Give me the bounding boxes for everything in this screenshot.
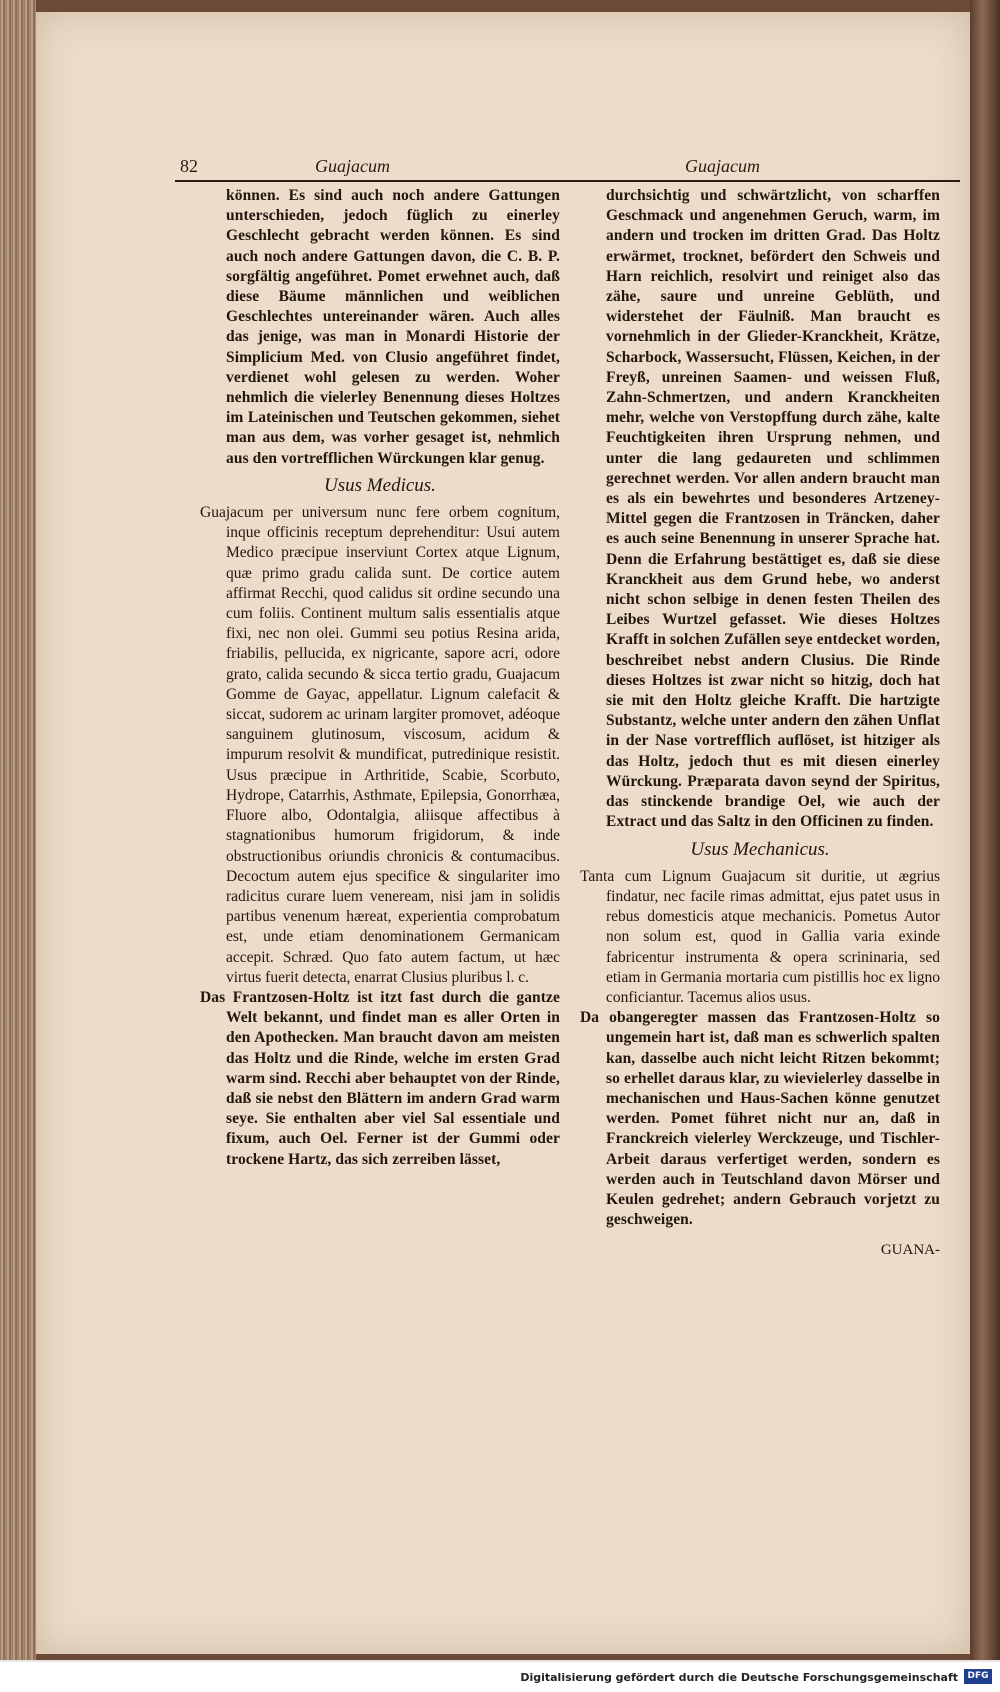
section-title-usus-mechanicus: Usus Mechanicus. xyxy=(690,838,830,860)
catchword: GUANA- xyxy=(880,1242,940,1259)
section-title-usus-medicus: Usus Medicus. xyxy=(324,474,436,496)
page-header xyxy=(180,156,960,180)
book-page-edges xyxy=(0,0,36,1660)
book-cover-edge xyxy=(970,0,1000,1660)
left-paragraph-2: Guajacum per universum nunc fere orbem cognitum, inque officinis receptum deprehenditur: Usui autem Medico præcipue inserviunt Cortex atque Lignum, quæ primo gradu calida sunt. De cortice autem affirmat Recchi, quod calidus sit ordine secundo una cum foliis. Continent multum salis essentialis atque fixi, nec non olei. Gummi seu potius Resina arida, friabilis, pellucida, ex nigricante, sapore acri, odore grato, calida secundo & sicca tertio gradu, Guajacum Gomme de Gayac, appellatur. Lignum calefacit & siccat, sudorem ac urinam largiter promovet, adéoque sanguinem glutinosum, viscosum, acidum & impurum resolvit & mundificat, putredinique resistit. Usus præcipue in Arthritide, Scabie, Scorbuto, Hydrope, Catarrhis, Asthmate, Epilepsia, Gonorrhæa, Fluore albo, Odontalgia, aliisque affectibus à stagnationibus humorum frigidorum, & inde obstructionibus oriundis chronicis & contumacibus. Decoctum autem ejus specifice & singulariter imo radicitus curare luem veneream, nisi jam in solidis partibus venenum hæreat, experientia comprobatum est, unde etiam denominationem Germanicam accepit. Schræd. Quo fato autem factum, ut hæc virtus fuerit detecta, enarrat Clusius pluribus l. c. xyxy=(200,504,560,986)
running-head-right: Guajacum xyxy=(685,156,760,176)
right-paragraph-1: durchsichtig und schwärtzlicht, von scharffen Geschmack und angenehmen Geruch, warm, im andern und trocken im dritten Grad. Das Holtz erwärmet, trocknet, befördert den Schweis und Harn reichlich, resolvirt und reiniget also das zähe, saure und unreine Geblüth, und widerstehet der Fäulniß. Man braucht es vornehmlich in der Glieder-Kranckheit, Krätze, Scharbock, Wassersucht, Flüssen, Keichen, in der Freyß, unreinen Saamen- und weissen Fluß, Zahn-Schmertzen, und andern Kranckheiten mehr, welche von Verstopffung durch zähe, kalte Feuchtigkeiten ihren Ursprung nehmen, und unter die lang gedaureten und schlimmen gerechnet werden. Vor allen andern braucht man es als ein bewehrtes und besonderes Artzeney-Mittel gegen die Frantzosen in Träncken, daher es auch seine Benennung in unserer Sprache hat. Denn die Erfahrung bestättiget es, daß sie diese Kranckheit aus dem Grund hebe, wo anderst nicht schon selbige in denen festen Theilen des Leibes Wurtzel gefasset. Wie dieses Holtzes Krafft in solchen Zufällen seye entdecket worden, beschreibet nebst andern Clusius. Die Rinde dieses Holtzes ist zwar nicht so hitzig, doch hat sie mit den Holtz gleiche Krafft. Die hartzigte Substantz, welche unter andern den zähen Unflat in der Nase vortrefflich auflöset, ist hitziger als das Holtz, jedoch thut es mit diesen einerley Würckung. Præparata davon seynd der Spiritus, das stinckende brandige Oel, wie auch der Extract und das Saltz in den Officinen zu finden. xyxy=(606,187,940,831)
left-paragraph-3: Das Frantzosen-Holtz ist itzt fast durch die gantze Welt bekannt, und findet man es aller Orten in den Apothecken. Man braucht davon am meisten das Holtz und die Rinde, welche im ersten Grad warm sind. Recchi aber behauptet von der Rinde, daß sie nebst den Blättern im andern Grad warm seye. Sie enthalten aber viel Sal essentiale und fixum, auch Oel. Ferner ist der Gummi oder trockene Hartz, das sich zerreiben lässet, xyxy=(200,988,560,1168)
header-rule xyxy=(175,180,960,182)
left-column xyxy=(200,186,560,1170)
dfg-logo: DFG xyxy=(964,1669,992,1684)
left-paragraph-1: können. Es sind auch noch andere Gattungen unterschieden, jedoch füglich zu einerley Geschlecht gebracht werden können. Es sind auch noch andere Gattungen davon, die C. B. P. sorgfältig angeführet. Pomet erwehnet auch, daß diese Bäume männlichen und weiblichen Geschlechtes untereinander wären. Auch alles das jenige, was man in Monardi Historie der Simplicium Med. von Clusio angeführet findet, verdienet wohl gelesen zu werden. Woher nehmlich die vielerley Benennung dieses Holtzes im Lateinischen und Teutschen gekommen, siehet man aus dem, was vorher gesaget ist, nehmlich aus den vortrefflichen Würckungen klar genug. xyxy=(226,187,560,467)
footer-credit: Digitalisierung gefördert durch die Deutsche Forschungsgemeinschaft xyxy=(520,1671,958,1684)
running-head-left: Guajacum xyxy=(315,156,390,176)
footer-bar xyxy=(0,1662,1000,1692)
right-paragraph-3: Da obangeregter massen das Frantzosen-Holtz so ungemein hart ist, daß man es schwerlich spalten kan, dasselbe auch nicht leicht Ritzen bekommt; so erhellet daraus klar, zu wievielerley dasselbe in mechanischen und Haus-Sachen könne genutzet werden. Pomet führet nicht nur an, daß in Franckreich vielerley Werckzeuge, und Tischler-Arbeit daraus verfertiget werden, sondern es werden auch in Teutschland davon Mörser und Keulen gedrehet; andern Gebrauch vorjetzt zu geschweigen. xyxy=(580,1009,940,1229)
page-number: 82 xyxy=(180,156,198,176)
right-paragraph-2: Tanta cum Lignum Guajacum sit duritie, ut ægrius findatur, nec facile rimas admittat, ejus patet usus in rebus domesticis atque mechanicis. Pometus Autor non solum est, quod in Gallia varia exinde fabricentur instrumenta & opera scrininaria, sed etiam in Germania mortaria cum pistillis hoc ex ligno conficiantur. Tacemus alios usus. xyxy=(580,867,940,1006)
right-column xyxy=(580,186,940,1261)
